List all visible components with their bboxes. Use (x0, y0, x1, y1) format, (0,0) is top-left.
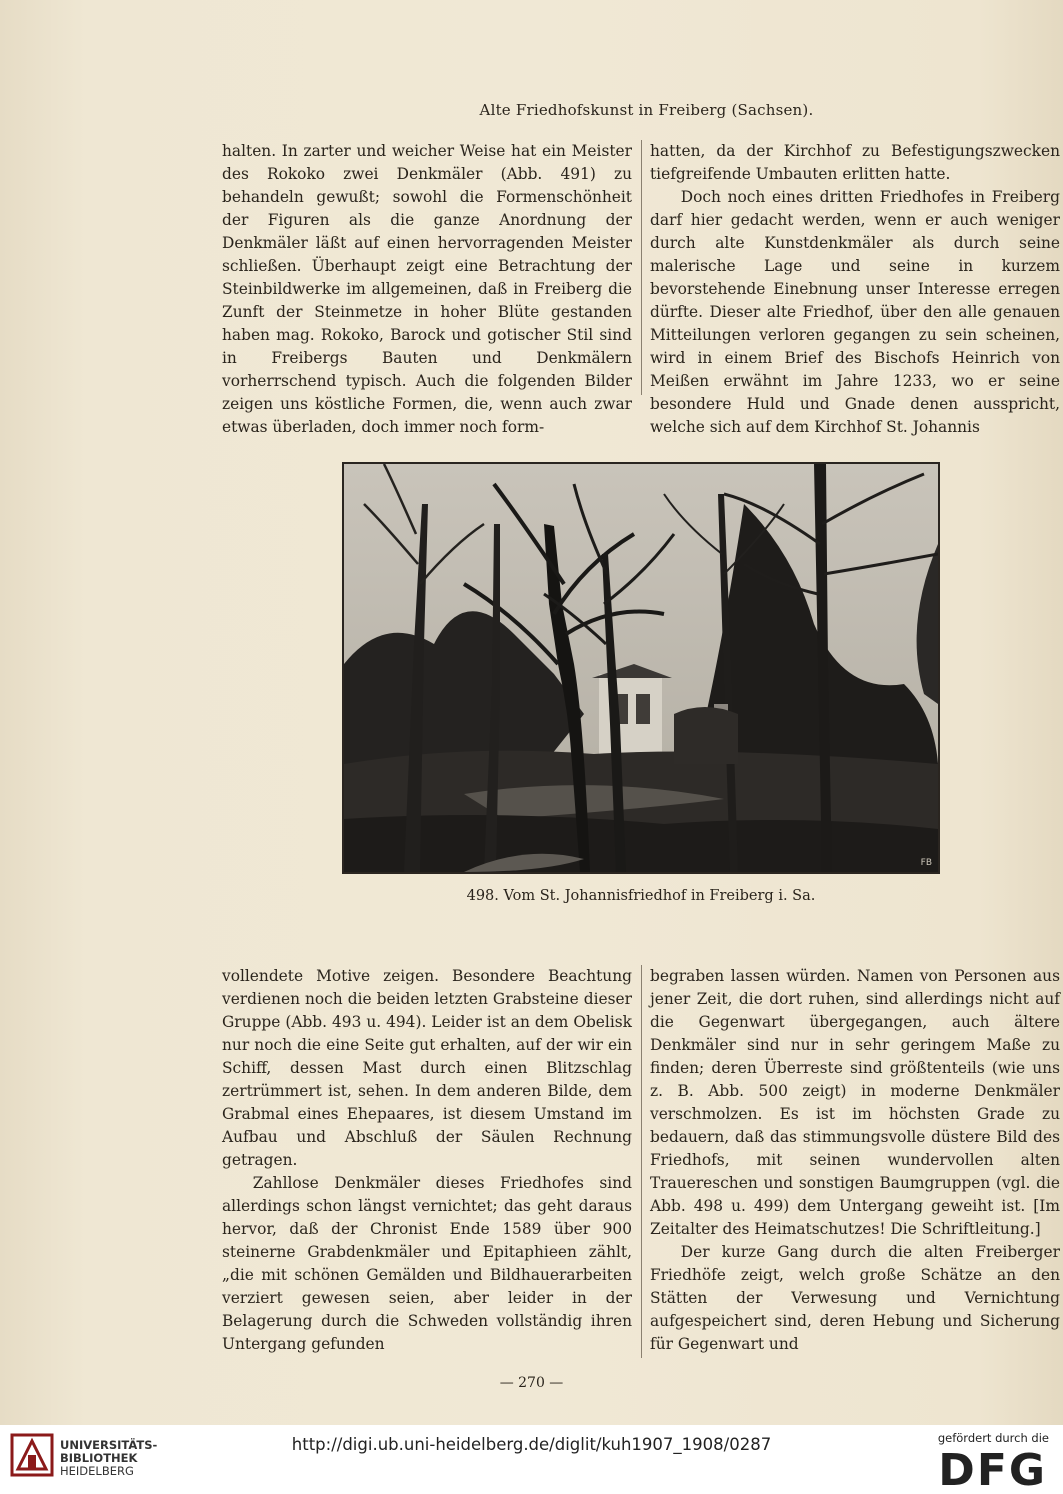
text-column-bottom-right (650, 965, 1060, 1356)
paragraph: begraben lassen würden. Namen von Personen aus jener Zeit, die dort ruhen, sind allerdings nicht auf die Gegenwart übergegangen, auch ältere Denkmäler sind nur in sehr geringem Maße zu finden; deren Überreste sind größtenteils (wie uns z. B. Abb. 500 zeigt) in moderne Denkmäler verschmolzen. Es ist im höchsten Grade zu bedauern, daß das stimmungsvolle düstere Bild des Friedhofs, mit seinen wundervollen alten Trauereschen und sonstigen Baumgruppen (vgl. die Abb. 498 u. 499) dem Untergang geweiht ist. [Im Zeitalter des Heimatschutzes! Die Schriftleitung.] (650, 967, 1060, 1238)
paragraph: halten. In zarter und weicher Weise hat ein Meister des Rokoko zwei Denkmäler (Abb. 491) zu behandeln gewußt; sowohl die Formenschönheit der Figuren als die ganze Anordnung der Denkmäler läßt auf einen hervorragenden Meister schließen. Überhaupt zeigt eine Betrachtung der Steinbildwerke im allgemeinen, daß in Freiberg die Zunft der Steinmetze in hoher Blüte gestanden haben mag. Rokoko, Barock und gotischer Stil sind in Freibergs Bauten und Denkmälern vorherrschend typisch. Auch die folgenden Bilder zeigen uns köstliche Formen, die, wenn auch zwar etwas überladen, doch immer noch form- (222, 142, 632, 436)
text-column-top-right (650, 140, 1060, 439)
paragraph: Der kurze Gang durch die alten Freiberger Friedhöfe zeigt, welch große Schätze an den Stätten der Verwesung und Vernichtung aufgespeichert sind, deren Hebung und Sicherung für Gegenwart und (650, 1243, 1060, 1353)
paragraph: Zahllose Denkmäler dieses Friedhofes sind allerdings schon längst vernichtet; das geht daraus hervor, daß der Chronist Ende 1589 über 900 steinerne Grabdenkmäler und Epitaphieen zählt, „die mit schönen Gemälden und Bildhauerarbeiten verziert gewesen seien, aber leider in der Belagerung durch die Schweden vollständig ihren Untergang gefunden (222, 1174, 632, 1353)
funding-note: gefördert durch die (937, 1431, 1049, 1445)
text-column-bottom-left (222, 965, 632, 1356)
figure-caption: 498. Vom St. Johannisfriedhof in Freiberg i. Sa. (466, 888, 816, 904)
university-library-name: UNIVERSITÄTS- BIBLIOTHEK HEIDELBERG (60, 1438, 158, 1478)
paragraph: Doch noch eines dritten Friedhofes in Freiberg darf hier gedacht werden, wenn er auch weniger durch alte Kunstdenkmäler als durch seine malerische Lage und seine in kurzem bevorstehende Einebnung unser Interesse erregen dürfte. Dieser alte Friedhof, über den alle genauen Mitteilungen verloren gegangen zu sein scheinen, wird in einem Brief des Bischofs Heinrich von Meißen erwähnt im Jahre 1233, wo er seine besondere Huld und Gnade denen ausspricht, welche sich auf dem Kirchhof St. Johannis (650, 188, 1060, 436)
cemetery-photograph (342, 462, 940, 874)
column-rule-top (641, 140, 642, 395)
paragraph: vollendete Motive zeigen. Besondere Beachtung verdienen noch die beiden letzten Grabsteine dieser Gruppe (Abb. 493 u. 494). Leider ist an dem Obelisk nur noch die eine Seite gut erhalten, auf der wir ein Schiff, dessen Mast durch einen Blitzschlag zertrümmert ist, sehen. In dem anderen Bilde, dem Grabmal eines Ehepaares, ist diesem Umstand im Aufbau und Abschluß der Säulen Rechnung getragen. (222, 967, 632, 1169)
text-column-top-left (222, 140, 632, 439)
photographer-monogram: FB (920, 858, 932, 868)
running-head: Alte Friedhofskunst in Freiberg (Sachsen). (479, 101, 814, 119)
paragraph: hatten, da der Kirchhof zu Befestigungszwecken tiefgreifende Umbauten erlitten hatte. (650, 142, 1060, 183)
dfg-logo: DFG (938, 1445, 1047, 1494)
permalink-url[interactable]: http://digi.ub.uni-heidelberg.de/diglit/kuh1907_1908/0287 (291, 1435, 772, 1454)
page-number: — 270 — (499, 1375, 564, 1391)
column-rule-bottom (641, 965, 642, 1358)
